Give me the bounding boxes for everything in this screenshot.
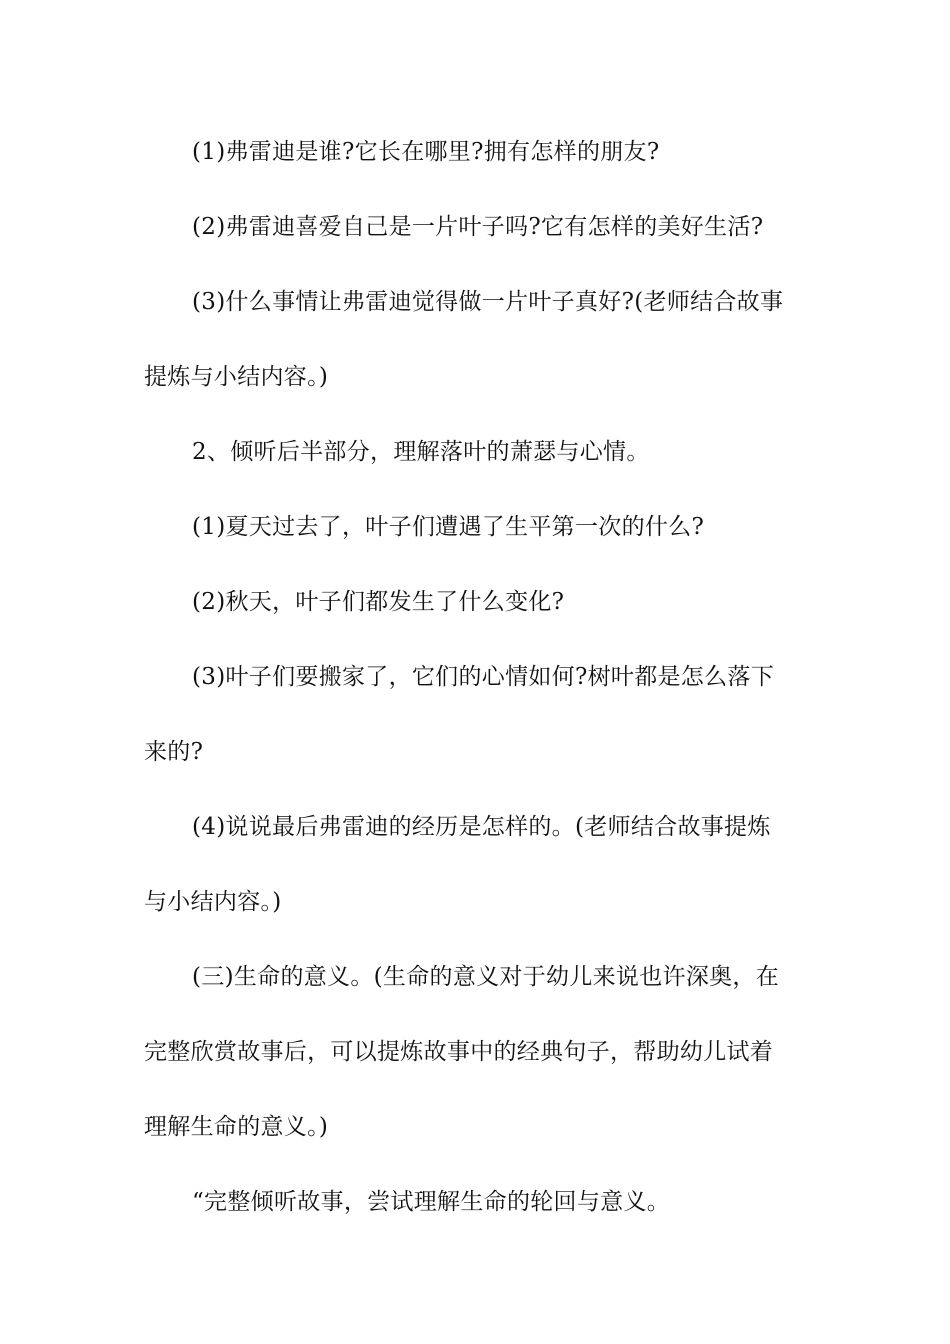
text-line-13: 完整欣赏故事后，可以提炼故事中的经典句子，帮助幼儿试着: [144, 1039, 774, 1065]
text-line-3: (3)什么事情让弗雷迪觉得做一片叶子真好?(老师结合故事: [192, 289, 784, 315]
text-line-6: (1)夏天过去了，叶子们遭遇了生平第一次的什么?: [192, 514, 705, 540]
text-line-7: (2)秋天，叶子们都发生了什么变化?: [192, 589, 565, 615]
text-line-5: 2、倾听后半部分，理解落叶的萧瑟与心情。: [192, 439, 650, 465]
text-line-2: (2)弗雷迪喜爱自己是一片叶子吗?它有怎样的美好生活?: [192, 214, 764, 240]
text-line-1: (1)弗雷迪是谁?它长在哪里?拥有怎样的朋友?: [192, 139, 660, 165]
text-line-9: 来的?: [144, 739, 204, 765]
text-line-8: (3)叶子们要搬家了，它们的心情如何?树叶都是怎么落下: [192, 664, 775, 690]
text-line-10: (4)说说最后弗雷迪的经历是怎样的。(老师结合故事提炼: [192, 814, 771, 840]
text-line-15: “完整倾听故事，尝试理解生命的轮回与意义。: [192, 1189, 671, 1215]
text-line-4: 提炼与小结内容。): [144, 364, 329, 390]
text-line-12: (三)生命的意义。(生命的意义对于幼儿来说也许深奥，在: [192, 964, 780, 990]
text-line-14: 理解生命的意义。): [144, 1114, 329, 1140]
text-line-11: 与小结内容。): [144, 889, 282, 915]
